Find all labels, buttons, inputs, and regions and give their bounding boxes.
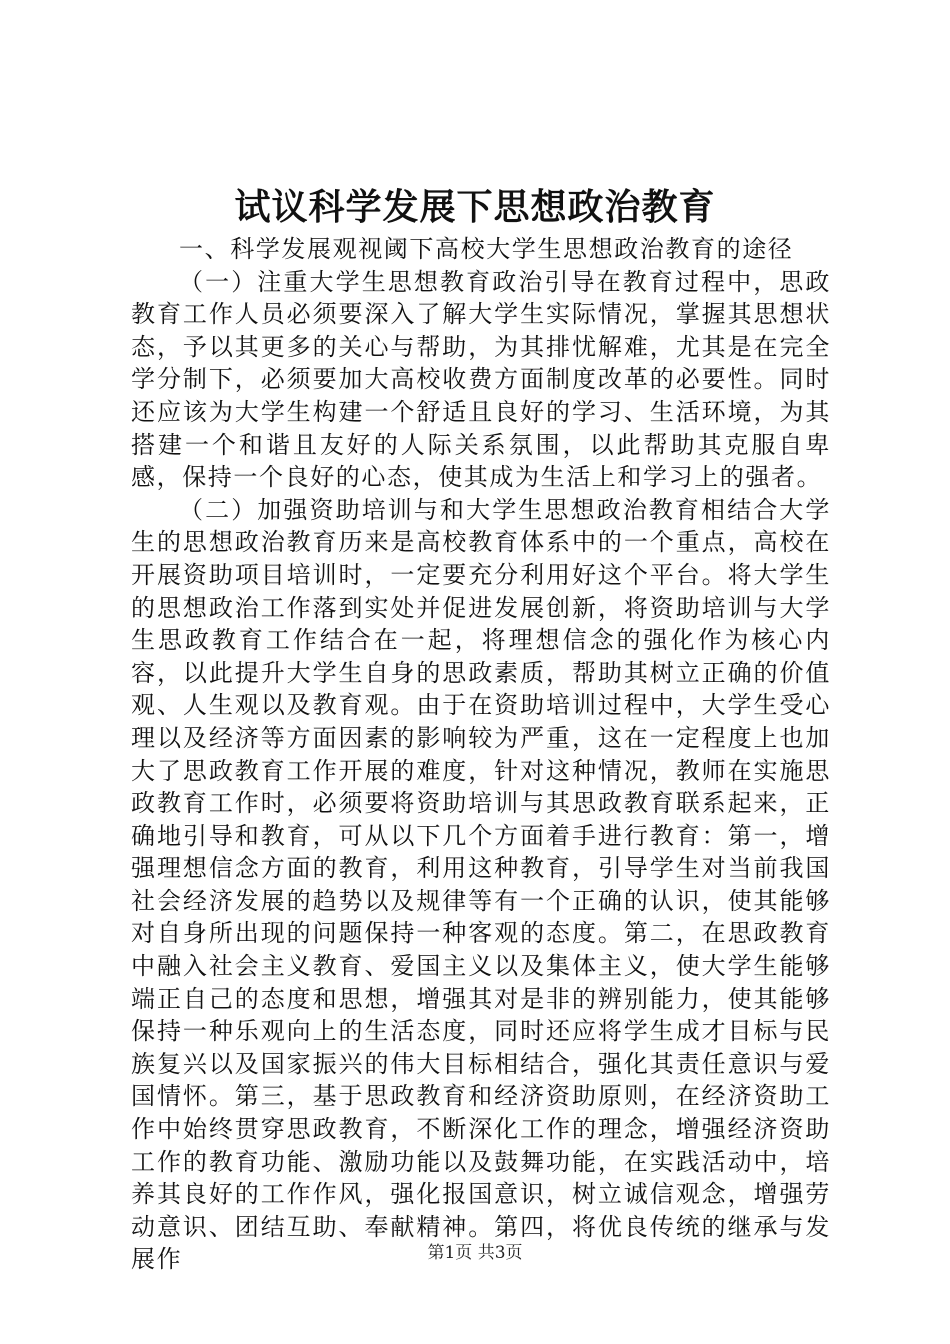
document-body — [131, 233, 831, 1276]
section-heading: 一、科学发展观视阈下高校大学生思想政治教育的途径 — [179, 235, 794, 263]
paragraph: （二）加强资助培训与和大学生思想政治教育相结合大学生的思想政治教育历来是高校教育体系中的一个重点，高校在开展资助项目培训时，一定要充分利用好这个平台。将大学生的思想政治工作落到实处并促进发展创新，将资助培训与大学生思政教育工作结合在一起，将理想信念的强化作为核心内容，以此提升大学生自身的思政素质，帮助其树立正确的价值观、人生观以及教育观。由于在资助培训过程中，大学生受心理以及经济等方面因素的影响较为严重，这在一定程度上也加大了思政教育工作开展的难度，针对这种情况，教师在实施思政教育工作时，必须要将资助培训与其思政教育联系起来，正确地引导和教育，可从以下几个方面着手进行教育：第一，增强理想信念方面的教育，利用这种教育，引导学生对当前我国社会经济发展的趋势以及规律等有一个正确的认识，使其能够对自身所出现的问题保持一种客观的态度。第二，在思政教育中融入社会主义教育、爱国主义以及集体主义，使大学生能够端正自己的态度和思想，增强其对是非的辨别能力，使其能够保持一种乐观向上的生活态度，同时还应将学生成才目标与民族复兴以及国家振兴的伟大目标相结合，强化其责任意识与爱国情怀。第三，基于思政教育和经济资助原则，在经济资助工作中始终贯穿思政教育，不断深化工作的理念，增强经济资助工作的教育功能、激励功能以及鼓舞功能，在实践活动中，培养其良好的工作作风，强化报国意识，树立诚信观念，增强劳动意识、团结互助、奉献精神。第四，将优良传统的继承与发展作 — [131, 495, 831, 1274]
paragraph: （一）注重大学生思想教育政治引导在教育过程中，思政教育工作人员必须要深入了解大学生实际情况，掌握其思想状态，予以其更多的关心与帮助，为其排忧解难，尤其是在完全学分制下，必须要加大高校收费方面制度改革的必要性。同时还应该为大学生构建一个舒适且良好的学习、生活环境，为其搭建一个和谐且友好的人际关系氛围，以此帮助其克服自卑感，保持一个良好的心态，使其成为生活上和学习上的强者。 — [131, 267, 831, 492]
document-title: 试议科学发展下思想政治教育 — [234, 187, 716, 228]
page-number-footer: 第1页 共3页 — [427, 1243, 523, 1263]
